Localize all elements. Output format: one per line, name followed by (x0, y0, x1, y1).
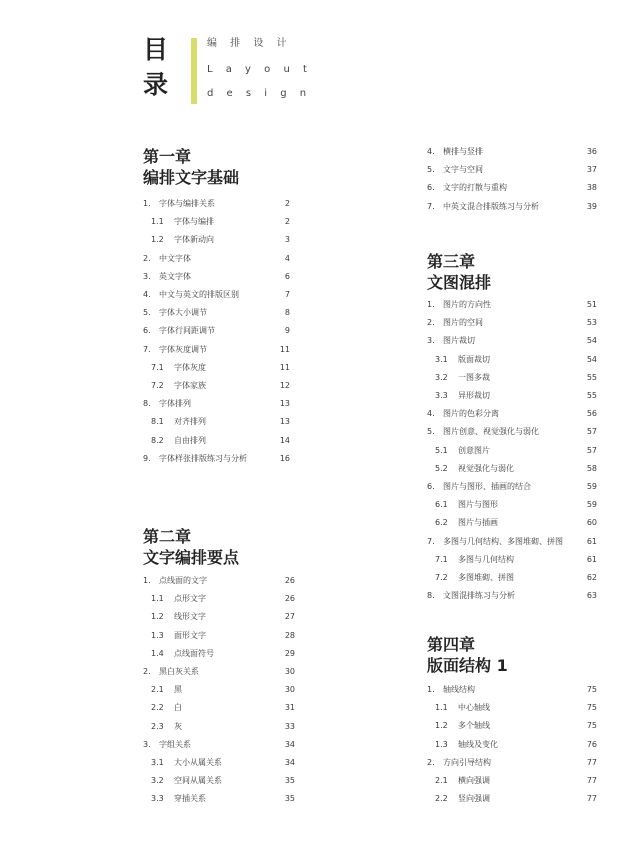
entry-page-number: 57 (586, 427, 597, 437)
chapter-2-title: 文字编排要点 (143, 548, 240, 567)
entry-title: 自由排列 (174, 435, 206, 445)
entry-page-number: 7 (284, 290, 290, 299)
entry-title: 文图混排练习与分析 (443, 591, 515, 601)
entry-page-number: 61 (586, 554, 597, 564)
entry-number: 4. (427, 147, 435, 156)
entry-number: 9. (143, 453, 151, 463)
entry-page-number: 13 (279, 399, 290, 409)
toc-entry (427, 756, 597, 770)
entry-title: 竖向强调 (458, 794, 490, 804)
entry-page-number: 55 (586, 391, 597, 400)
toc-entry (143, 270, 290, 284)
entry-page-number: 4 (284, 253, 290, 263)
entry-page-number: 35 (284, 794, 295, 804)
entry-number: 7.2 (435, 573, 448, 582)
entry-page-number: 2 (284, 217, 290, 227)
entry-title: 视觉强化与弱化 (458, 463, 514, 473)
entry-title: 字体家族 (174, 381, 206, 390)
toc-entry (143, 665, 295, 679)
title-char-lu: 录 (143, 70, 169, 99)
toc-entry (427, 444, 597, 458)
entry-number: 1. (143, 199, 151, 208)
entry-title: 黑 (174, 685, 182, 695)
chapter-4-title: 版面结构 1 (427, 656, 508, 675)
toc-entry (143, 379, 290, 393)
entry-number: 8. (427, 591, 435, 601)
toc-entry (143, 592, 295, 606)
entry-page-number: 6 (284, 271, 290, 281)
entry-number: 2.2 (151, 703, 164, 713)
toc-entry (427, 334, 597, 348)
chapter-3-label: 第三章 (427, 252, 476, 271)
entry-title: 图片的色彩分离 (443, 409, 499, 419)
toc-entry (143, 252, 290, 266)
toc-entry (143, 720, 295, 734)
toc-entry (427, 389, 597, 403)
toc-entry (143, 361, 290, 375)
entry-title: 对齐排列 (174, 417, 206, 427)
entry-title: 字体灰度调节 (159, 344, 207, 354)
toc-entry (143, 233, 290, 247)
toc-entry (143, 610, 295, 624)
entry-page-number: 16 (279, 453, 290, 463)
entry-title: 黑白灰关系 (159, 667, 199, 676)
entry-title: 版面裁切 (458, 354, 490, 364)
toc-entry (427, 181, 597, 195)
toc-entry (427, 145, 597, 159)
entry-number: 8. (143, 399, 151, 409)
entry-number: 1.3 (151, 630, 164, 640)
chapter-1-title: 编排文字基础 (143, 168, 240, 187)
entry-number: 3.1 (151, 758, 164, 767)
entry-title: 中文与英文的排版区别 (159, 290, 239, 299)
entry-page-number: 59 (586, 500, 597, 510)
entry-number: 7. (143, 344, 151, 354)
entry-page-number: 39 (586, 201, 597, 211)
entry-title: 点形文字 (174, 594, 206, 604)
toc-entry (427, 553, 597, 567)
entry-title: 方向引导结构 (443, 757, 491, 767)
accent-bar (191, 38, 197, 104)
entry-page-number: 56 (586, 409, 597, 419)
entry-title: 图片创意、视觉强化与弱化 (443, 427, 539, 437)
entry-page-number: 2 (284, 199, 290, 208)
entry-page-number: 11 (279, 344, 290, 354)
entry-title: 面形文字 (174, 630, 206, 640)
chapter-1-label: 第一章 (143, 147, 192, 166)
entry-page-number: 14 (279, 435, 290, 445)
entry-number: 1.2 (151, 612, 164, 622)
entry-number: 3.1 (435, 354, 448, 364)
entry-page-number: 34 (284, 739, 295, 749)
toc-entry (427, 701, 597, 715)
toc-entry (143, 197, 290, 211)
entry-page-number: 38 (586, 183, 597, 193)
entry-title: 字体大小调节 (159, 308, 207, 318)
entry-number: 2.3 (151, 721, 164, 731)
entry-title: 图片的空间 (443, 318, 483, 328)
toc-entry (427, 163, 597, 177)
entry-page-number: 12 (279, 381, 290, 390)
entry-title: 多图与几何结构、多图堆砌、拼图 (443, 536, 563, 546)
entry-number: 6. (143, 326, 151, 336)
toc-entry (143, 288, 290, 302)
subtitle-cn: 编 排 设 计 (207, 38, 292, 49)
entry-number: 1.1 (151, 217, 164, 227)
entry-number: 4. (143, 290, 151, 299)
toc-entry (143, 397, 290, 411)
entry-title: 横排与竖排 (443, 147, 483, 156)
entry-title: 点线面符号 (174, 648, 214, 658)
entry-page-number: 31 (284, 703, 295, 713)
entry-number: 3.2 (151, 776, 164, 786)
entry-page-number: 37 (586, 165, 597, 175)
entry-title: 轴线结构 (443, 685, 475, 694)
entry-title: 中英文混合排版练习与分析 (443, 201, 539, 211)
entry-page-number: 75 (586, 685, 597, 694)
entry-page-number: 77 (586, 776, 597, 785)
entry-title: 英文字体 (159, 271, 191, 281)
toc-entry (427, 774, 597, 788)
entry-title: 文字与空间 (443, 165, 483, 175)
entry-number: 1.4 (151, 648, 164, 658)
entry-page-number: 51 (586, 300, 597, 309)
toc-entry (143, 452, 290, 466)
subtitle-design: d e s i g n (207, 88, 312, 99)
entry-number: 5. (427, 427, 435, 437)
entry-page-number: 13 (279, 417, 290, 427)
toc-entry (427, 480, 597, 494)
entry-number: 2.1 (151, 685, 164, 695)
entry-number: 2. (143, 667, 151, 676)
entry-number: 2.1 (435, 776, 448, 785)
toc-entry (143, 701, 295, 715)
entry-title: 中心轴线 (458, 703, 490, 713)
entry-title: 空间从属关系 (174, 776, 222, 786)
entry-number: 7. (427, 536, 435, 546)
entry-page-number: 34 (284, 758, 295, 767)
entry-title: 图片与图形 (458, 500, 498, 510)
entry-number: 6.2 (435, 518, 448, 528)
toc-entry (427, 535, 597, 549)
entry-page-number: 28 (284, 630, 295, 640)
entry-title: 一图多裁 (458, 372, 490, 382)
entry-page-number: 63 (586, 591, 597, 601)
toc-entry (143, 683, 295, 697)
entry-number: 8.2 (151, 435, 164, 445)
title-char-mu: 目 (143, 35, 169, 64)
entry-title: 字体新动向 (174, 235, 214, 245)
entry-title: 字体与编排 (174, 217, 214, 227)
entry-number: 3. (427, 336, 435, 346)
entry-number: 4. (427, 409, 435, 419)
entry-title: 多图堆砌、拼图 (458, 573, 514, 582)
toc-entry (427, 589, 597, 603)
toc-entry (143, 647, 295, 661)
entry-number: 8.1 (151, 417, 164, 427)
chapter-4-label: 第四章 (427, 635, 476, 654)
entry-page-number: 9 (284, 326, 290, 336)
entry-number: 2. (143, 253, 151, 263)
toc-entry (427, 298, 597, 312)
entry-page-number: 26 (284, 576, 295, 585)
entry-title: 图片的方向性 (443, 300, 491, 309)
entry-number: 6.1 (435, 500, 448, 510)
entry-title: 字体与编排关系 (159, 199, 215, 208)
entry-number: 7.1 (151, 362, 164, 372)
entry-number: 5. (143, 308, 151, 318)
entry-number: 7. (427, 201, 435, 211)
toc-entry (427, 571, 597, 585)
entry-page-number: 35 (284, 776, 295, 786)
entry-page-number: 58 (586, 463, 597, 473)
entry-page-number: 75 (586, 703, 597, 713)
entry-page-number: 77 (586, 794, 597, 804)
entry-number: 7.1 (435, 554, 448, 564)
entry-page-number: 59 (586, 482, 597, 491)
toc-entry (143, 574, 295, 588)
toc-entry (143, 324, 290, 338)
entry-title: 白 (174, 703, 182, 713)
entry-page-number: 3 (284, 235, 290, 245)
toc-entry (427, 792, 597, 806)
toc-entry (143, 434, 290, 448)
entry-title: 穿插关系 (174, 794, 206, 804)
toc-entry (427, 719, 597, 733)
toc-entry (143, 215, 290, 229)
entry-page-number: 33 (284, 721, 295, 731)
entry-page-number: 8 (284, 308, 290, 318)
entry-title: 异形裁切 (458, 391, 490, 400)
toc-entry (427, 200, 597, 214)
entry-number: 5.2 (435, 463, 448, 473)
entry-title: 图片裁切 (443, 336, 475, 346)
entry-number: 5.1 (435, 445, 448, 455)
entry-number: 3. (143, 271, 151, 281)
toc-entry (143, 343, 290, 357)
toc-entry (143, 738, 295, 752)
toc-entry (427, 371, 597, 385)
chapter-3-title: 文图混排 (427, 273, 492, 292)
entry-title: 创意图片 (458, 445, 490, 455)
entry-number: 1. (427, 300, 435, 309)
chapter-2-label: 第二章 (143, 527, 192, 546)
entry-number: 3.2 (435, 372, 448, 382)
entry-title: 多个轴线 (458, 721, 490, 731)
entry-page-number: 11 (279, 362, 290, 372)
toc-entry (143, 629, 295, 643)
toc-entry (427, 516, 597, 530)
entry-page-number: 77 (586, 757, 597, 767)
entry-number: 1.1 (435, 703, 448, 713)
entry-number: 5. (427, 165, 435, 175)
entry-number: 1.1 (151, 594, 164, 604)
toc-entry (427, 462, 597, 476)
entry-page-number: 57 (586, 445, 597, 455)
toc-entry (143, 306, 290, 320)
entry-page-number: 54 (586, 354, 597, 364)
entry-page-number: 27 (284, 612, 295, 622)
entry-title: 字体样张排版练习与分析 (159, 453, 247, 463)
toc-entry (427, 353, 597, 367)
entry-number: 1. (427, 685, 435, 694)
entry-title: 图片与插画 (458, 518, 498, 528)
entry-page-number: 55 (586, 372, 597, 382)
toc-entry (143, 792, 295, 806)
entry-title: 点线面的文字 (159, 576, 207, 585)
entry-title: 灰 (174, 721, 182, 731)
entry-number: 1.2 (151, 235, 164, 245)
entry-page-number: 60 (586, 518, 597, 528)
toc-entry (143, 774, 295, 788)
entry-number: 2.2 (435, 794, 448, 804)
entry-number: 1.3 (435, 739, 448, 749)
entry-number: 3.3 (151, 794, 164, 804)
toc-entry (427, 316, 597, 330)
entry-title: 中文字体 (159, 253, 191, 263)
entry-page-number: 36 (586, 147, 597, 156)
entry-page-number: 54 (586, 336, 597, 346)
entry-title: 图片与图形、插画的结合 (443, 482, 531, 491)
entry-number: 2. (427, 757, 435, 767)
entry-number: 6. (427, 482, 435, 491)
toc-entry (427, 498, 597, 512)
entry-title: 文字的打散与重构 (443, 183, 507, 193)
entry-page-number: 75 (586, 721, 597, 731)
entry-page-number: 53 (586, 318, 597, 328)
entry-number: 3. (143, 739, 151, 749)
entry-title: 字体排列 (159, 399, 191, 409)
toc-entry (427, 425, 597, 439)
toc-entry (427, 738, 597, 752)
entry-page-number: 26 (284, 594, 295, 604)
toc-entry (143, 415, 290, 429)
toc-entry (143, 756, 295, 770)
entry-page-number: 61 (586, 536, 597, 546)
toc-entry (427, 683, 597, 697)
entry-page-number: 30 (284, 685, 295, 695)
entry-title: 多图与几何结构 (458, 554, 514, 564)
entry-title: 线形文字 (174, 612, 206, 622)
entry-number: 3.3 (435, 391, 448, 400)
entry-number: 7.2 (151, 381, 164, 390)
entry-page-number: 29 (284, 648, 295, 658)
entry-title: 字体灰度 (174, 362, 206, 372)
entry-title: 字体行间距调节 (159, 326, 215, 336)
entry-title: 轴线及变化 (458, 739, 498, 749)
entry-number: 1.2 (435, 721, 448, 731)
entry-number: 1. (143, 576, 151, 585)
entry-page-number: 30 (284, 667, 295, 676)
entry-page-number: 62 (586, 573, 597, 582)
entry-number: 2. (427, 318, 435, 328)
entry-page-number: 76 (586, 739, 597, 749)
entry-title: 大小从属关系 (174, 758, 222, 767)
subtitle-layout: L a y o u t (207, 64, 312, 75)
entry-title: 横向强调 (458, 776, 490, 785)
toc-entry (427, 407, 597, 421)
entry-number: 6. (427, 183, 435, 193)
entry-title: 字组关系 (159, 739, 191, 749)
